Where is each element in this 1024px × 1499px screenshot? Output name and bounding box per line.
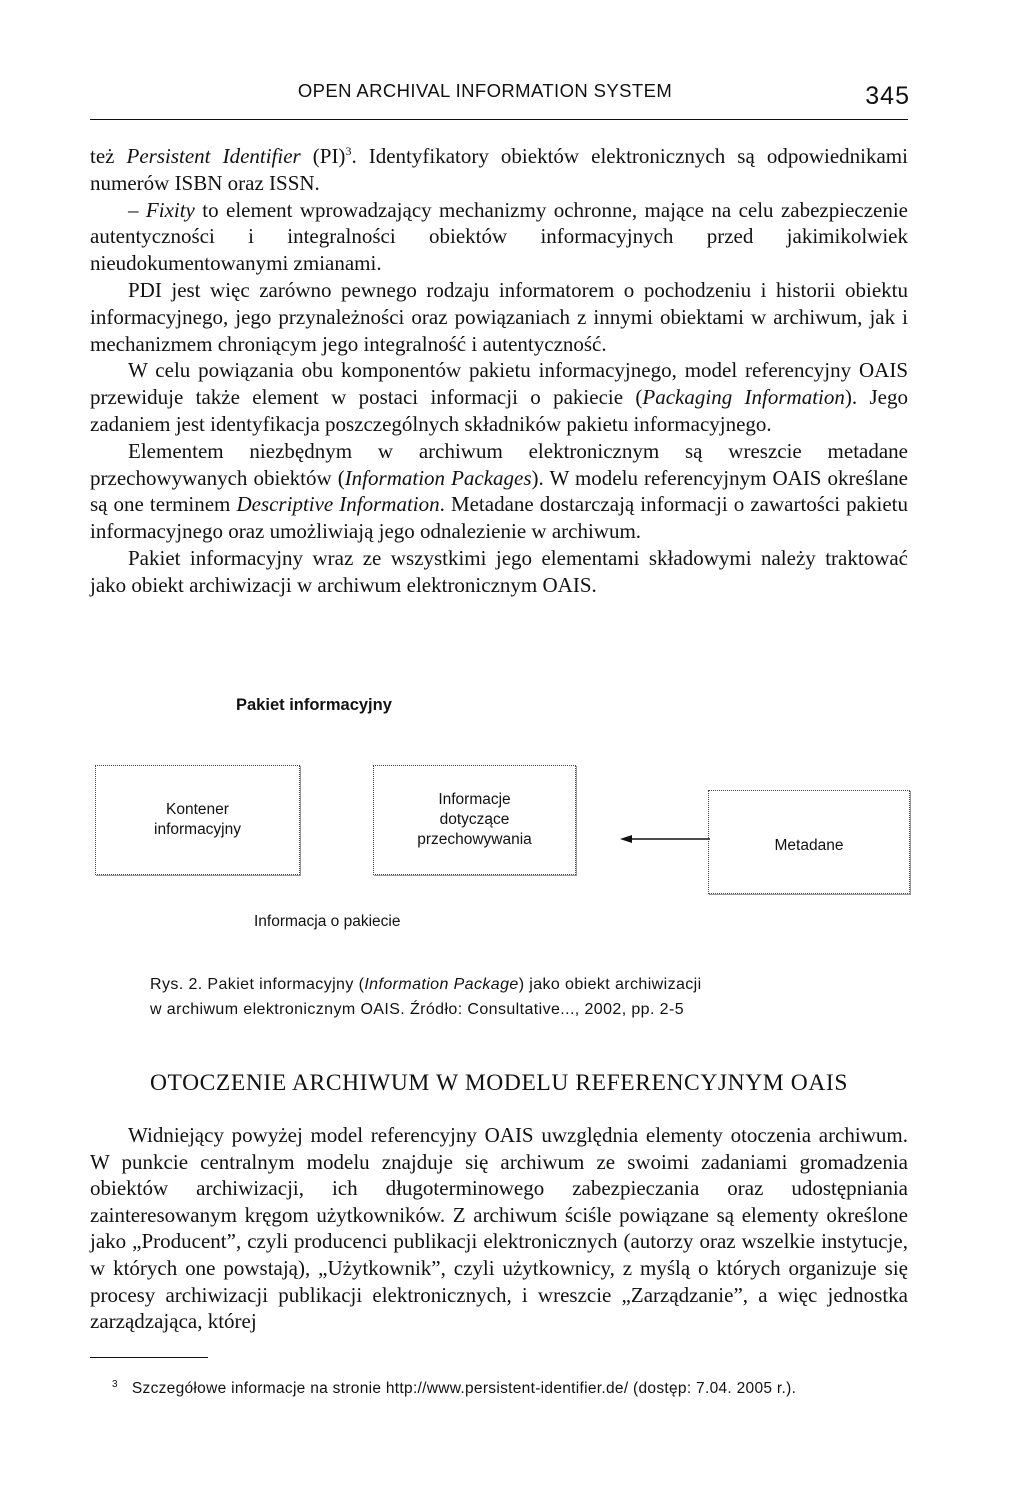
footnote-text: Szczegółowe informacje na stronie http://www.persistent-identifier.de/ (dostęp: 7.04. 2005 r.).: [131, 1380, 797, 1398]
box-label: [154, 800, 241, 840]
page-number: 345: [865, 82, 910, 110]
header-rule: [90, 119, 908, 120]
text: Rys. 2. Pakiet informacyjny (: [150, 976, 365, 993]
text: (PI): [300, 144, 346, 168]
term-information-package: Information Package: [364, 976, 519, 993]
figure-box-preservation-information: [373, 765, 576, 875]
footnote-rule: [90, 1357, 208, 1358]
text: w archiwum elektronicznym OAIS. Źródło: Consultative..., 2002, pp. 2-5: [150, 1001, 684, 1018]
box-line: Kontener: [166, 801, 229, 818]
figure-box-container-information: [95, 765, 300, 875]
body-text: [90, 138, 908, 599]
paragraph-6: Pakiet informacyjny wraz ze wszystkimi jego elementami składowymi należy traktować jako obiekt archiwizacji w archiwum elektronicznym OAIS.: [90, 545, 908, 597]
paragraph-4: [90, 357, 908, 437]
section-heading: OTOCZENIE ARCHIWUM W MODELU REFERENCYJNYM OAIS: [149, 1070, 848, 1096]
term-packaging-information: Packaging Information: [642, 385, 845, 410]
paragraph-1: [90, 138, 908, 197]
term-persistent-identifier: Persistent Identifier: [126, 144, 301, 168]
running-head: [90, 76, 910, 116]
footnote-mark: 3: [112, 1379, 118, 1390]
figure-label-package-information: Informacja o pakiecie: [254, 913, 401, 930]
box-line: dotyczące: [439, 811, 510, 828]
footnote-ref: 3: [345, 144, 352, 158]
box-line: Informacje: [438, 791, 511, 808]
text: to element wprowadzający mechanizmy ochronne, mające na celu zabezpieczenie autentyczności i integralności obiektów informacyjnych przed jakimikolwiek nieudokumentowanymi zmianami.: [90, 197, 909, 276]
text: też: [90, 144, 127, 168]
figure-caption: [150, 972, 880, 1022]
text: –: [128, 197, 146, 222]
box-label: Metadane: [774, 837, 844, 854]
text: ). Jego zadaniem jest identyfikacja poszczególnych składników pakietu informacyjnego.: [90, 385, 908, 436]
section-text: [90, 1122, 908, 1335]
text: ). W modelu referencyjnym OAIS określane są one terminem: [90, 465, 909, 517]
arrow-left-icon: [620, 832, 712, 846]
figure-box-metadata: [708, 790, 910, 894]
paragraph-3: PDI jest więc zarówno pewnego rodzaju informatorem o pochodzeniu i historii obiektu informacyjnego, jego przynależności oraz powiązaniach z innymi obiektami w archiwum, jak i mechanizmem chroniącym jego integralność i autentyczność.: [90, 277, 908, 356]
term-fixity: Fixity: [145, 197, 195, 222]
section-paragraph: Widniejący powyżej model referencyjny OAIS uwzględnia elementy otoczenia archiwum. W punkcie centralnym modelu znajduje się archiwum ze swoimi zadaniami gromadzenia obiektów archiwizacji, ich długoterminowego zabezpieczania oraz udostępniania zainteresowanym kręgom użytkowników. Z archiwum ściśle powiązane są elementy określone jako „Producent”, czyli producenci publikacji elektronicznych (autorzy oraz wszelkie instytucje, w których one powstają), „Użytkownik”, czyli użytkownicy, z myślą o których organizuje się procesy archiwizacji publikacji elektronicznych, i wreszcie „Zarządzanie”, a więc jednostka zarządzająca, której: [90, 1123, 908, 1334]
running-title: OPEN ARCHIVAL INFORMATION SYSTEM: [297, 80, 673, 101]
box-label: [417, 790, 532, 850]
text: . Identyfikatory obiektów elektronicznych są odpowiednikami numerów ISBN oraz ISSN.: [90, 144, 908, 195]
text: Elementem niezbędnym w archiwum elektronicznym są wreszcie metadane przechowywanych obiektów (: [90, 438, 908, 490]
paragraph-5: [90, 438, 908, 545]
text: . Metadane dostarczają informacji o zawartości pakietu informacyjnego oraz umożliwiają jego odnalezienie w archiwum.: [90, 492, 908, 544]
term-information-packages: Information Packages: [344, 465, 532, 490]
paragraph-2: [90, 197, 908, 277]
figure-title: Pakiet informacyjny: [236, 696, 392, 714]
footnote: [90, 1373, 908, 1401]
box-line: informacyjny: [154, 821, 241, 838]
term-descriptive-information: Descriptive Information: [236, 492, 440, 517]
box-line: przechowywania: [417, 831, 532, 848]
text: W celu powiązania obu komponentów pakietu informacyjnego, model referencyjny OAIS przewiduje także element w postaci informacji o pakiecie (: [90, 358, 908, 410]
text: ) jako obiekt archiwizacji: [518, 976, 702, 993]
